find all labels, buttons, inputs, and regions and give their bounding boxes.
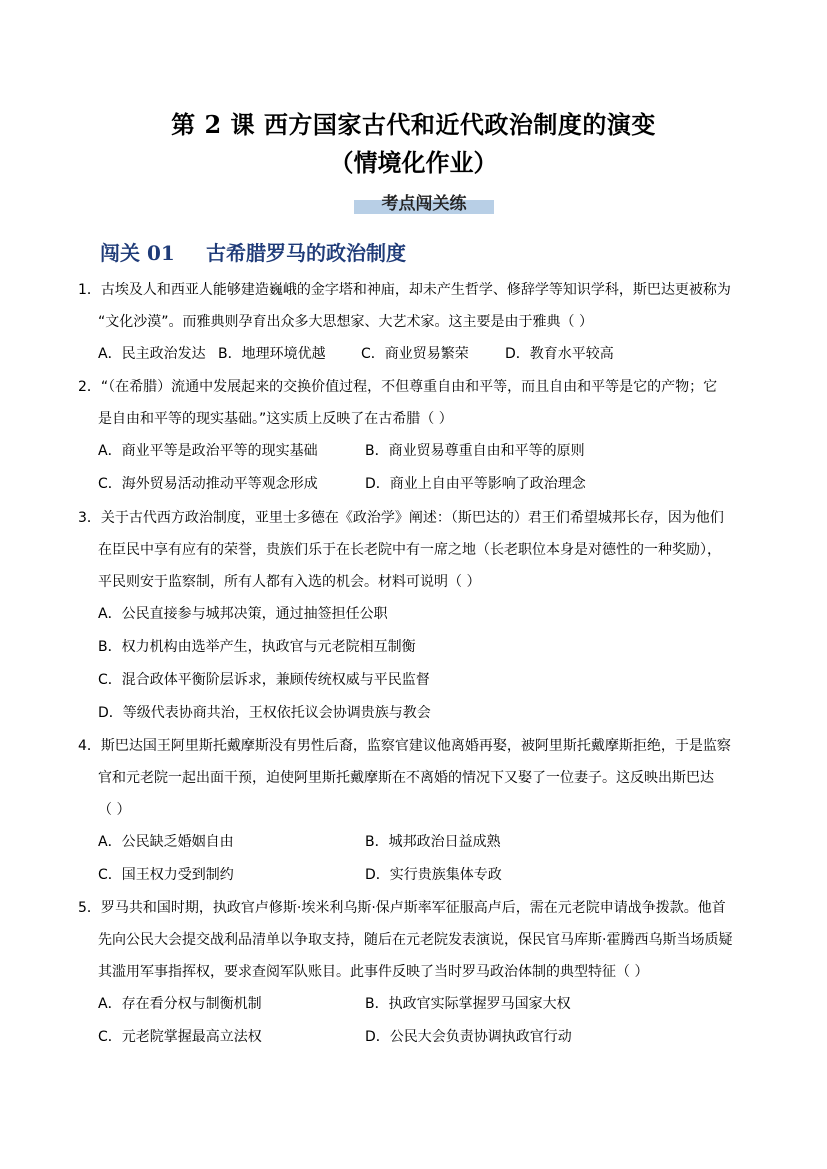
question-line: 在臣民中享有应有的荣誉，贵族们乐于在长老院中有一席之地（长老职位本身是对德性的一种奖励），: [98, 542, 721, 558]
question-line: “文化沙漠”。而雅典则孕育出众多大思想家、大艺术家。这主要是由于雅典（ ）: [98, 314, 593, 330]
question-line: 其滥用军事指挥权，要求查阅军队账目。此事件反映了当时罗马政治体制的典型特征（ ）: [98, 964, 649, 980]
option-b[interactable]: B．商业贸易尊重自由和平等的原则: [365, 443, 585, 459]
option-d[interactable]: D．实行贵族集体专政: [365, 867, 502, 883]
option-a[interactable]: A．商业平等是政治平等的现实基础: [98, 443, 318, 459]
options-row: [78, 859, 748, 892]
question-3: [78, 502, 748, 730]
option-c[interactable]: C．混合政体平衡阶层诉求，兼顾传统权威与平民监督: [98, 672, 430, 688]
option-a[interactable]: A．存在看分权与制衡机制: [98, 996, 262, 1012]
option-d[interactable]: D．商业上自由平等影响了政治理念: [365, 476, 586, 492]
question-line: 3．关于古代西方政治制度，亚里士多德在《政治学》阐述：（斯巴达的）君王们希望城邦长存，因为他们: [78, 510, 724, 526]
option-d[interactable]: D．公民大会负责协调执政官行动: [365, 1029, 572, 1045]
question-line: 先向公民大会提交战利品清单以争取支持，随后在元老院发表演说，保民官马库斯·霍腾西乌斯当场质疑: [98, 932, 733, 948]
page-title: 第 2 课 西方国家古代和近代政治制度的演变: [171, 110, 656, 139]
options-row: [78, 435, 748, 468]
page-subtitle: （情境化作业）: [329, 148, 498, 177]
option-c[interactable]: C．元老院掌握最高立法权: [98, 1029, 262, 1045]
options-row: [78, 826, 748, 859]
option-b[interactable]: B．权力机构由选举产生，执政官与元老院相互制衡: [98, 639, 416, 655]
badge-label: 考点闯关练: [381, 194, 467, 214]
option-a[interactable]: A．公民直接参与城邦决策，通过抽签担任公职: [98, 606, 388, 622]
options-row: [78, 338, 748, 371]
options-row: [78, 988, 748, 1021]
option-c[interactable]: C．海外贸易活动推动平等观念形成: [98, 476, 318, 492]
section-number: 闯关 01: [100, 241, 175, 265]
option-b[interactable]: B．城邦政治日益成熟: [365, 834, 501, 850]
question-line: 官和元老院一起出面干预，迫使阿里斯托戴摩斯在不离婚的情况下又娶了一位妻子。这反映出斯巴达: [98, 770, 714, 786]
section-title: 古希腊罗马的政治制度: [206, 241, 406, 265]
question-line: （ ）: [98, 802, 131, 818]
question-line: 5．罗马共和国时期，执政官卢修斯·埃米利乌斯·保卢斯率军征服高卢后，需在元老院申请战争拨款。他首: [78, 900, 726, 916]
option-d[interactable]: D．等级代表协商共治，王权依托议会协调贵族与教会: [98, 705, 431, 721]
section-badge: [354, 192, 494, 216]
question-2: [78, 371, 748, 501]
question-line: 4．斯巴达国王阿里斯托戴摩斯没有男性后裔，监察官建议他离婚再娶，被阿里斯托戴摩斯拒绝，于是监察: [78, 738, 731, 754]
question-1: [78, 274, 748, 371]
option-c[interactable]: C．商业贸易繁荣: [361, 346, 469, 362]
options-row: [78, 468, 748, 501]
option-a[interactable]: A．民主政治发达: [98, 346, 206, 362]
question-line: 是自由和平等的现实基础。”这实质上反映了在古希腊（ ）: [98, 411, 453, 427]
option-a[interactable]: A．公民缺乏婚姻自由: [98, 834, 234, 850]
option-b[interactable]: B．地理环境优越: [218, 346, 326, 362]
question-line: 平民则安于监察制，所有人都有入选的机会。材料可说明（ ）: [98, 574, 481, 590]
question-5: [78, 892, 748, 1054]
section-heading: [100, 240, 406, 266]
options-row: [78, 1021, 748, 1054]
question-4: [78, 730, 748, 892]
option-c[interactable]: C．国王权力受到制约: [98, 867, 234, 883]
question-line: 2．“（在希腊）流通中发展起来的交换价值过程，不但尊重自由和平等，而且自由和平等是它的产物；它: [78, 379, 718, 395]
question-line: 1．古埃及人和西亚人能够建造巍峨的金字塔和神庙，却未产生哲学、修辞学等知识学科，斯巴达更被称为: [78, 282, 731, 298]
option-b[interactable]: B．执政官实际掌握罗马国家大权: [365, 996, 571, 1012]
option-d[interactable]: D．教育水平较高: [505, 346, 614, 362]
